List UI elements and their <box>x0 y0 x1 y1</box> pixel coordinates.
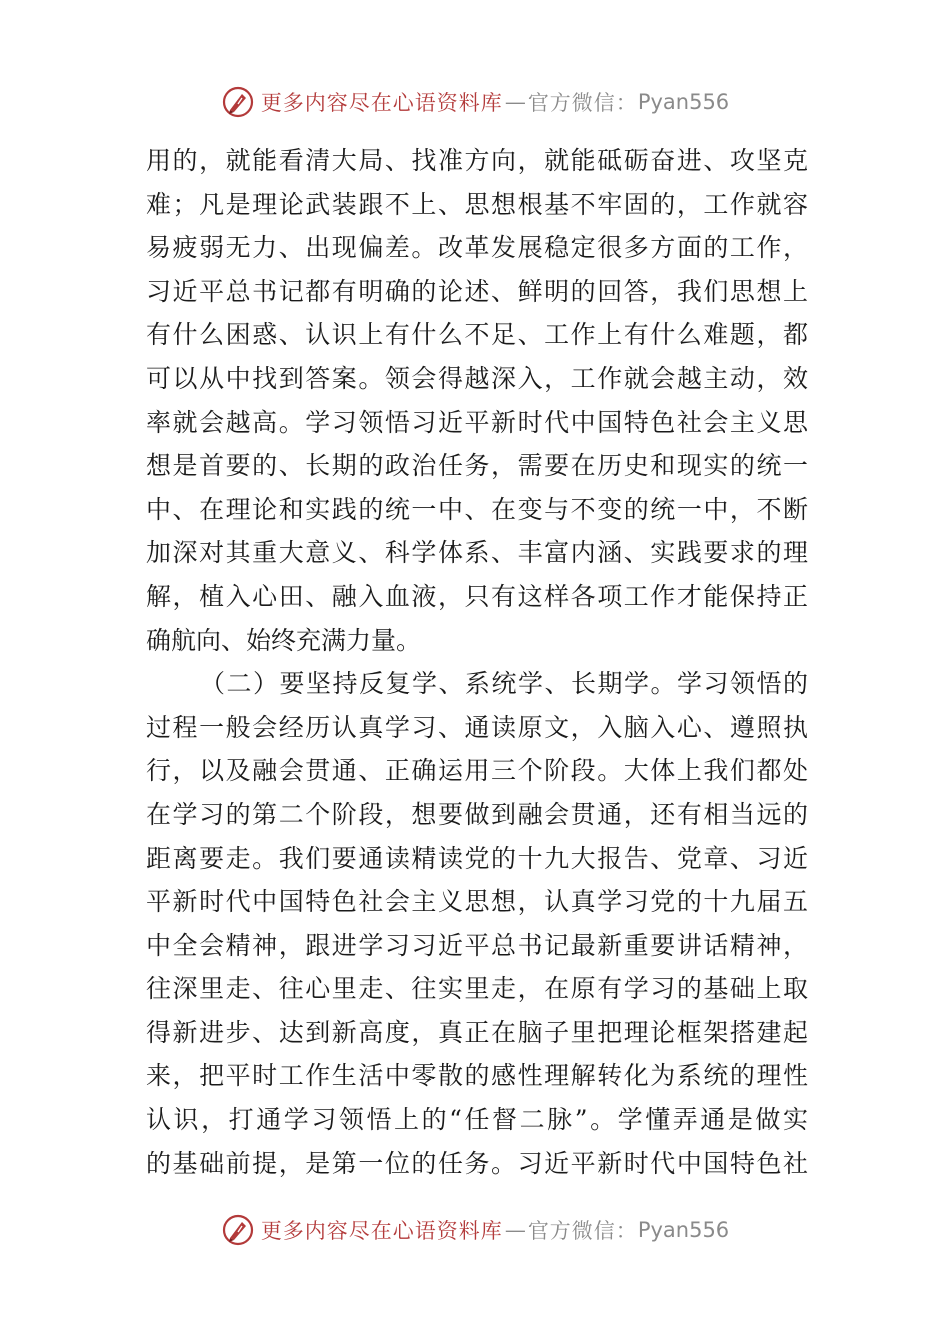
text-line: 有什么困惑、认识上有什么不足、工作上有什么难题，都 <box>146 320 808 350</box>
pen-nib-logo-icon <box>221 1213 255 1247</box>
text-line: 中、在理论和实践的统一中、在变与不变的统一中，不断 <box>146 494 808 524</box>
text-line: 往深里走、往心里走、往实里走，在原有学习的基础上取 <box>146 974 808 1004</box>
wechat-label: 官方微信： <box>527 91 638 115</box>
text-line: 用的，就能看清大局、找准方向，就能砥砺奋进、攻坚克 <box>146 146 808 175</box>
text-line: 加深对其重大意义、科学体系、丰富内涵、实践要求的理 <box>146 538 808 568</box>
text-line: 平新时代中国特色社会主义思想，认真学习党的十九届五 <box>146 887 808 917</box>
text-line: 距离要走。我们要通读精读党的十九大报告、党章、习近 <box>146 843 808 873</box>
paragraph <box>146 139 808 662</box>
site-name: 更多内容尽在心语资料库 <box>260 91 503 115</box>
banner-dash: — <box>504 90 526 114</box>
text-line: 得新进步、达到新高度，真正在脑子里把理论框架搭建起 <box>146 1017 808 1047</box>
text-line: 在学习的第二个阶段，想要做到融会贯通，还有相当远的 <box>146 799 808 829</box>
text-line: 中全会精神，跟进学习习近平总书记最新重要讲话精神， <box>146 930 808 960</box>
wechat-label: 官方微信： <box>527 1219 638 1243</box>
text-line: （二）要坚持反复学、系统学、长期学。学习领悟的 <box>200 669 808 699</box>
text-line: 来，把平时工作生活中零散的感性理解转化为系统的理性 <box>146 1061 808 1091</box>
footer-banner <box>0 1210 950 1250</box>
text-line: 行，以及融会贯通、正确运用三个阶段。大体上我们都处 <box>146 756 808 786</box>
site-name: 更多内容尽在心语资料库 <box>260 1219 503 1243</box>
header-banner <box>0 82 950 122</box>
text-line: 的基础前提，是第一位的任务。习近平新时代中国特色社 <box>146 1148 808 1178</box>
text-line: 想是首要的、长期的政治任务，需要在历史和现实的统一 <box>146 451 808 481</box>
text-line: 难；凡是理论武装跟不上、思想根基不牢固的，工作就容 <box>146 189 808 219</box>
pen-nib-logo-icon <box>221 85 255 119</box>
text-line: 解，植入心田、融入血液，只有这样各项工作才能保持正 <box>146 581 808 611</box>
text-line: 易疲弱无力、出现偏差。改革发展稳定很多方面的工作， <box>146 233 808 263</box>
paragraph <box>146 662 808 1185</box>
text-line: 确航向、始终充满力量。 <box>146 625 422 655</box>
text-line: 可以从中找到答案。领会得越深入，工作就会越主动，效 <box>146 363 808 393</box>
text-line: 率就会越高。学习领悟习近平新时代中国特色社会主义思 <box>146 407 808 437</box>
text-line: 过程一般会经历认真学习、通读原文，入脑入心、遵照执 <box>146 712 808 742</box>
text-line: 认识，打通学习领悟上的“任督二脉”。学懂弄通是做实 <box>146 1105 808 1135</box>
wechat-id: Pyan556 <box>637 90 730 114</box>
banner-dash: — <box>504 1218 526 1242</box>
text-line: 习近平总书记都有明确的论述、鲜明的回答，我们思想上 <box>146 276 808 306</box>
wechat-id: Pyan556 <box>637 1218 730 1242</box>
document-body <box>146 139 808 1185</box>
